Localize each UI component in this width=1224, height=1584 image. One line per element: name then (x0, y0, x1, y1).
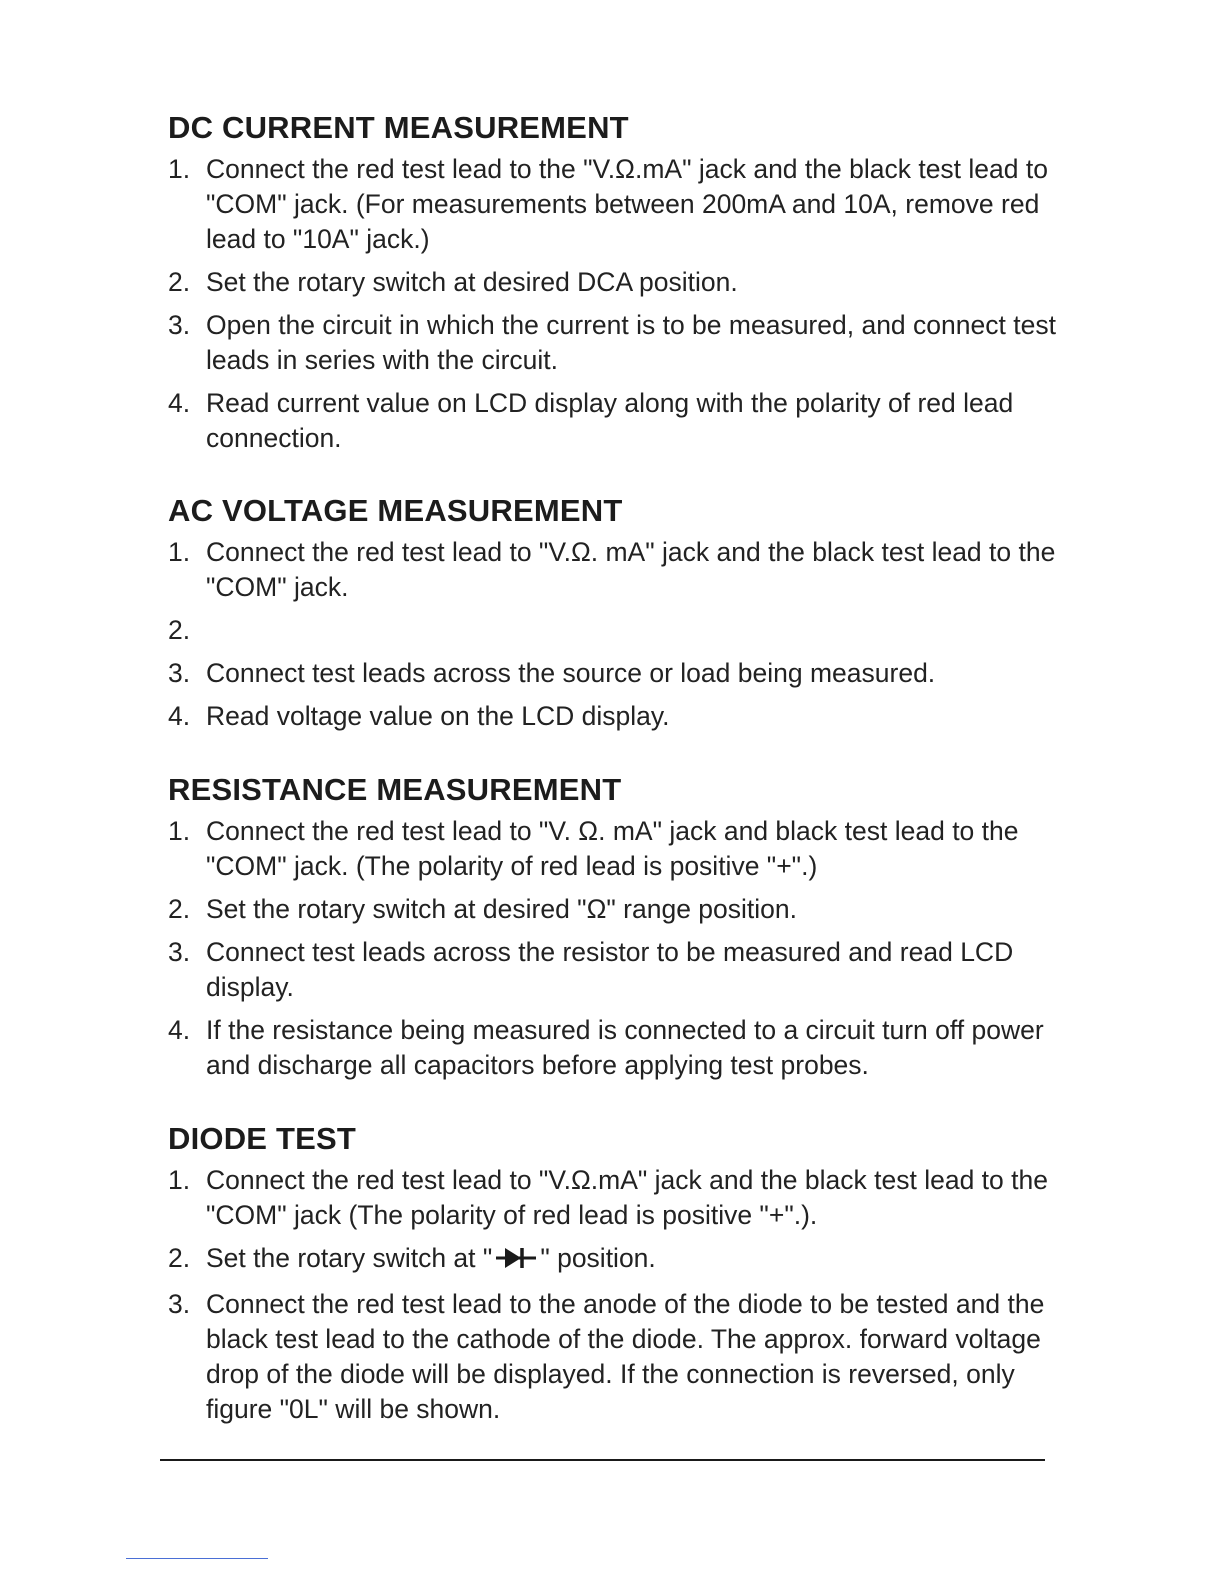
item-number: 2. (168, 615, 191, 645)
list-item (168, 613, 1058, 648)
list-item (168, 1163, 1058, 1233)
list-item (168, 308, 1058, 378)
item-number: 3. (168, 937, 191, 967)
item-number: 2. (168, 267, 191, 297)
list-item (168, 699, 1058, 734)
list-item (168, 1241, 1058, 1279)
section-heading: AC VOLTAGE MEASUREMENT (168, 493, 623, 528)
item-number: 3. (168, 1289, 191, 1319)
section-dc-current (168, 110, 1058, 464)
item-text: Connect the red test lead to "V. Ω. mA" jack and black test lead to the "COM" jack. (The polarity of red lead is positive "+".) (206, 816, 1019, 881)
list-item (168, 265, 1058, 300)
list-item (168, 814, 1058, 884)
item-text: If the resistance being measured is connected to a circuit turn off power and discharge all capacitors before applying test probes. (206, 1015, 1044, 1080)
item-number: 4. (168, 701, 191, 731)
section-heading: DC CURRENT MEASUREMENT (168, 110, 629, 145)
item-number: 4. (168, 1015, 191, 1045)
item-text: Connect the red test lead to "V.Ω.mA" jack and the black test lead to the "COM" jack (The polarity of red lead is positive "+".). (206, 1165, 1048, 1230)
item-text: Read voltage value on the LCD display. (206, 701, 670, 731)
item-text: Connect test leads across the resistor to be measured and read LCD display. (206, 937, 1014, 1002)
item-text-before: Set the rotary switch at " (206, 1243, 493, 1273)
list-item (168, 892, 1058, 927)
item-number: 3. (168, 658, 191, 688)
list-item (168, 386, 1058, 456)
section-heading: RESISTANCE MEASUREMENT (168, 772, 622, 807)
item-number: 1. (168, 816, 191, 846)
item-number: 4. (168, 388, 191, 418)
item-number: 2. (168, 894, 191, 924)
item-text: Connect the red test lead to the "V.Ω.mA" jack and the black test lead to "COM" jack. (For measurements between 200mA and 10A, remove red lead to "10A" jack.) (206, 154, 1048, 254)
item-text: Connect the red test lead to the anode of the diode to be tested and the black test lead to the cathode of the diode. The approx. forward voltage drop of the diode will be displayed. If the connection is reversed, only figure "0L" will be shown. (206, 1289, 1045, 1424)
section-resistance (168, 772, 1058, 1091)
item-number: 2. (168, 1243, 191, 1273)
list-item (168, 935, 1058, 1005)
item-text: Open the circuit in which the current is to be measured, and connect test leads in series with the circuit. (206, 310, 1056, 375)
item-text: Read current value on LCD display along with the polarity of red lead connection. (206, 388, 1014, 453)
section-ac-voltage (168, 493, 1058, 742)
diode-icon (496, 1244, 536, 1279)
item-number: 1. (168, 154, 191, 184)
item-number: 1. (168, 1165, 191, 1195)
footer-rule (160, 1459, 1045, 1461)
item-text: Set the rotary switch at desired "Ω" range position. (206, 894, 797, 924)
list-item (168, 656, 1058, 691)
list-item (168, 1287, 1058, 1427)
list-item (168, 152, 1058, 257)
section-heading: DIODE TEST (168, 1121, 357, 1156)
list-item (168, 1013, 1058, 1083)
item-number: 1. (168, 537, 191, 567)
item-text-after: " position. (540, 1243, 656, 1273)
list-item (168, 535, 1058, 605)
item-text: Set the rotary switch at desired DCA position. (206, 267, 738, 297)
section-diode-test (168, 1121, 1058, 1435)
item-text: Connect the red test lead to "V.Ω. mA" jack and the black test lead to the "COM" jack. (206, 537, 1056, 602)
item-number: 3. (168, 310, 191, 340)
item-text: Connect test leads across the source or load being measured. (206, 658, 936, 688)
corner-rule (126, 1558, 268, 1559)
